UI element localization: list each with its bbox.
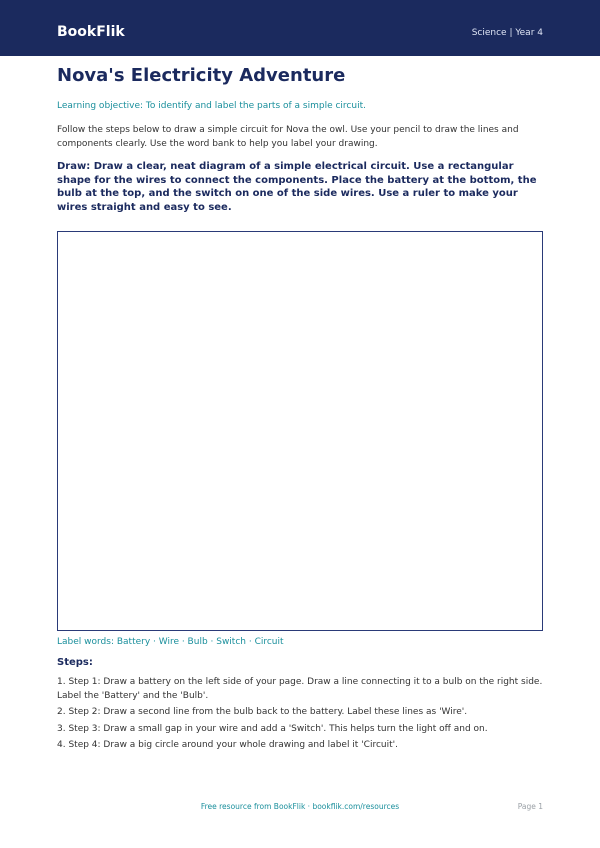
step-item: 1. Step 1: Draw a battery on the left side of your page. Draw a line connecting it to a bulb on the right side. Label the 'Battery' and the 'Bulb'. [57, 677, 543, 701]
draw-instruction: Draw: Draw a clear, neat diagram of a simple electrical circuit. Use a rectangular shape for the wires to connect the components. Place the battery at the bottom, the bulb at the top, and the switch on one of the side wires. Use a ruler to make your wires straight and easy to see. [57, 161, 537, 213]
header-bar [0, 0, 600, 56]
steps-heading: Steps: [57, 657, 93, 668]
worksheet-title: Nova's Electricity Adventure [57, 65, 346, 86]
intro-paragraph: Follow the steps below to draw a simple circuit for Nova the owl. Use your pencil to draw the lines and components clearly. Use the word bank to help you label your drawing. [57, 125, 519, 149]
footer-source: Free resource from BookFlik · bookflik.com/resources [200, 802, 400, 811]
brand-logo-text: BookFlik [57, 24, 125, 40]
steps-list [57, 676, 543, 756]
step-item: 3. Step 3: Draw a small gap in your wire and add a 'Switch'. This helps turn the light off and on. [57, 723, 488, 734]
drawing-area[interactable] [57, 231, 543, 631]
step-item: 2. Step 2: Draw a second line from the bulb back to the battery. Label these lines as 'Wire'. [57, 707, 468, 717]
subject-year-label: Science | Year 4 [471, 28, 543, 38]
label-word-bank: Label words: Battery · Wire · Bulb · Switch · Circuit [57, 637, 284, 647]
page-number: Page 1 [517, 802, 543, 811]
step-item: 4. Step 4: Draw a big circle around your whole drawing and label it 'Circuit'. [57, 740, 398, 750]
learning-objective: Learning objective: To identify and label the parts of a simple circuit. [57, 101, 366, 111]
